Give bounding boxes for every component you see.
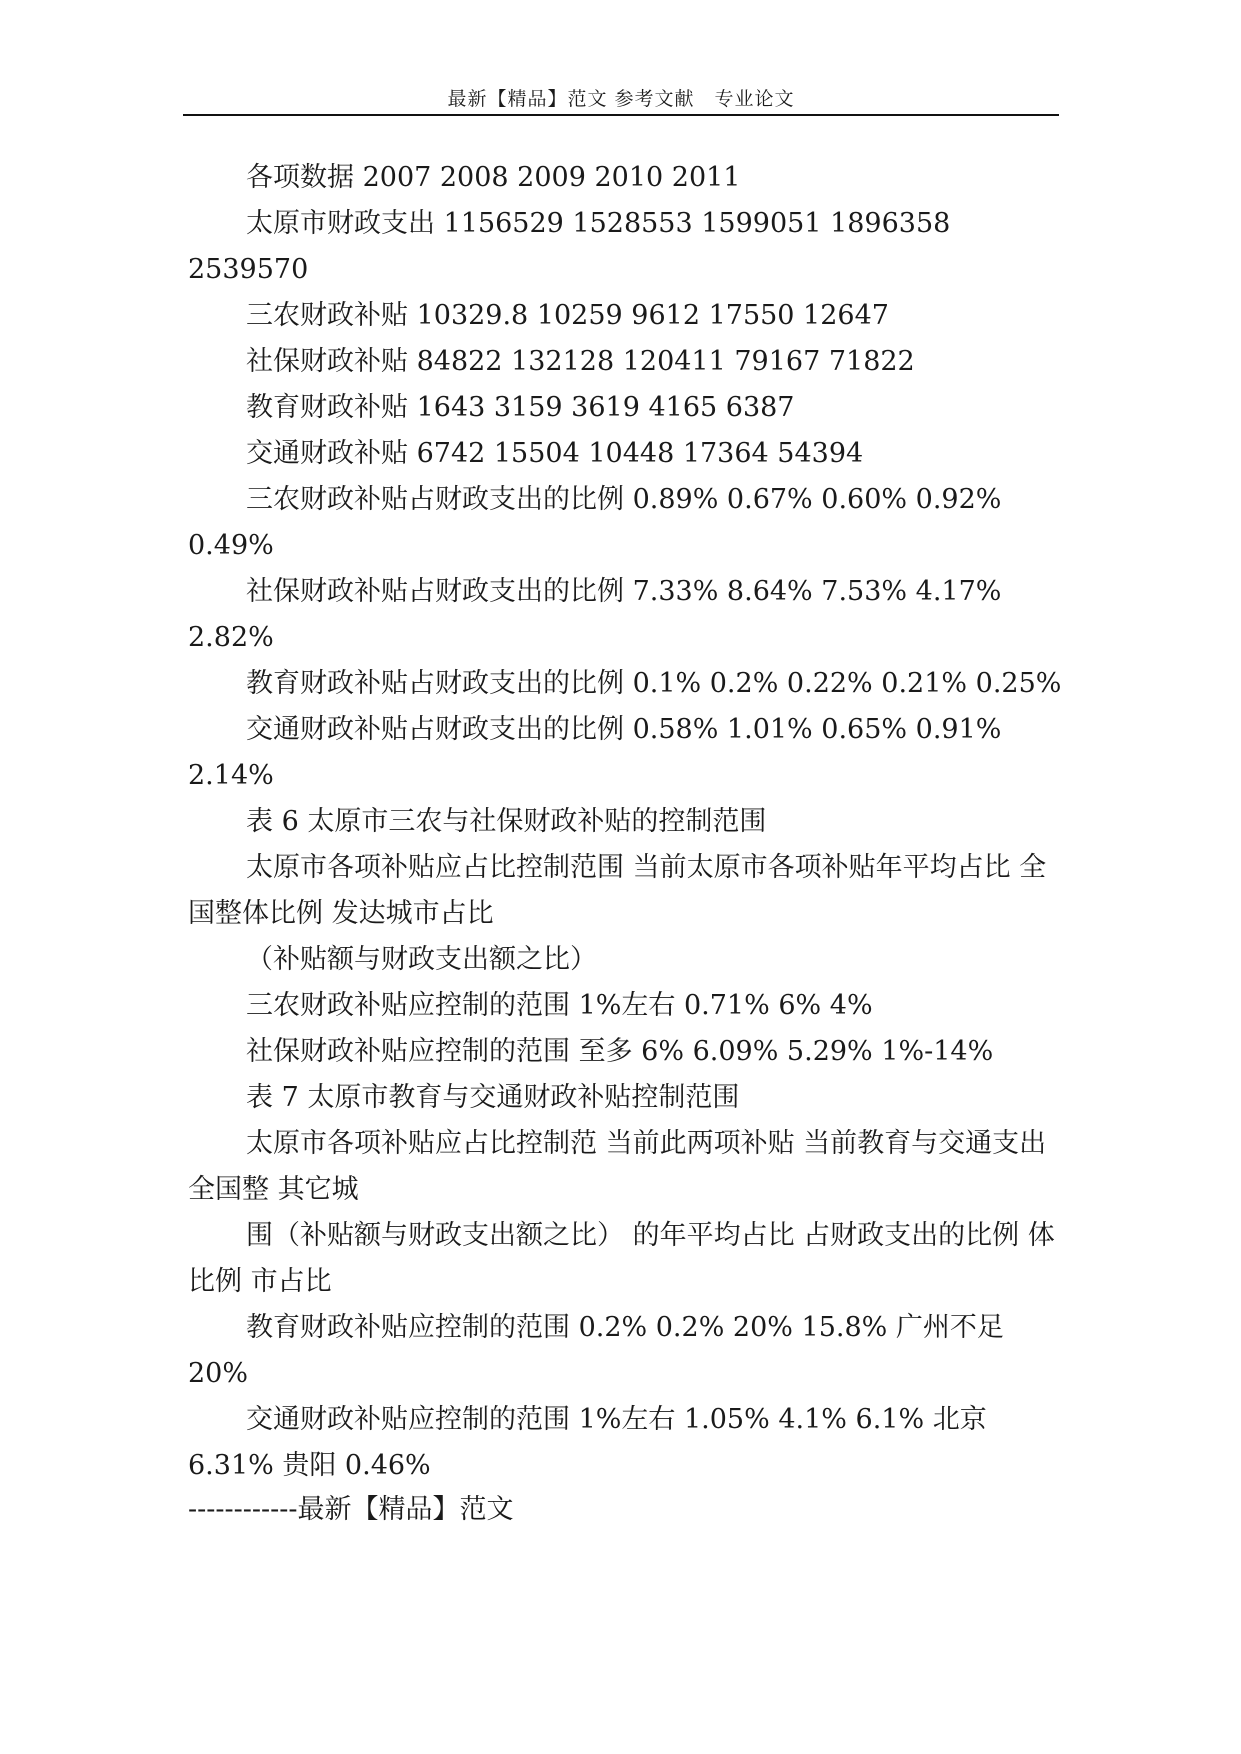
paragraph: 太原市各项补贴应占比控制范 当前此两项补贴 当前教育与交通支出 全国整 其它城	[188, 1128, 1055, 1205]
paragraph: 太原市财政支出 1156529 1528553 1599051 1896358 2539570	[188, 208, 959, 285]
paragraph: 教育财政补贴 1643 3159 3619 4165 6387	[246, 392, 795, 423]
paragraph: （补贴额与财政支出额之比）	[246, 944, 597, 975]
document-body	[188, 155, 1068, 1489]
table-caption: 表 7 太原市教育与交通财政补贴控制范围	[246, 1082, 740, 1113]
paragraph: 教育财政补贴占财政支出的比例 0.1% 0.2% 0.22% 0.21% 0.25%	[246, 668, 1062, 699]
paragraph: 社保财政补贴 84822 132128 120411 79167 71822	[246, 346, 915, 377]
paragraph: 三农财政补贴 10329.8 10259 9612 17550 12647	[246, 300, 889, 331]
page-footer: ------------最新【精品】范文	[188, 1494, 514, 1525]
header-divider	[183, 114, 1059, 116]
table-caption: 表 6 太原市三农与社保财政补贴的控制范围	[246, 806, 767, 837]
paragraph: 各项数据 2007 2008 2009 2010 2011	[246, 162, 741, 193]
paragraph: 三农财政补贴应控制的范围 1%左右 0.71% 6% 4%	[246, 990, 873, 1021]
page-header: 最新【精品】范文 参考文献 专业论文	[447, 88, 795, 110]
paragraph: 社保财政补贴应控制的范围 至多 6% 6.09% 5.29% 1%-14%	[246, 1036, 994, 1067]
paragraph: 交通财政补贴 6742 15504 10448 17364 54394	[246, 438, 864, 469]
paragraph: 教育财政补贴应控制的范围 0.2% 0.2% 20% 15.8% 广州不足 20%	[188, 1312, 1013, 1389]
paragraph: 交通财政补贴占财政支出的比例 0.58% 1.01% 0.65% 0.91% 2.14%	[188, 714, 1011, 791]
paragraph: 三农财政补贴占财政支出的比例 0.89% 0.67% 0.60% 0.92% 0.49%	[188, 484, 1011, 561]
paragraph: 交通财政补贴应控制的范围 1%左右 1.05% 4.1% 6.1% 北京 6.31% 贵阳 0.46%	[188, 1404, 996, 1481]
paragraph: 围（补贴额与财政支出额之比） 的年平均占比 占财政支出的比例 体比例 市占比	[188, 1220, 1055, 1297]
paragraph: 社保财政补贴占财政支出的比例 7.33% 8.64% 7.53% 4.17% 2.82%	[188, 576, 1011, 653]
paragraph: 太原市各项补贴应占比控制范围 当前太原市各项补贴年平均占比 全国整体比例 发达城市占比	[188, 852, 1047, 929]
